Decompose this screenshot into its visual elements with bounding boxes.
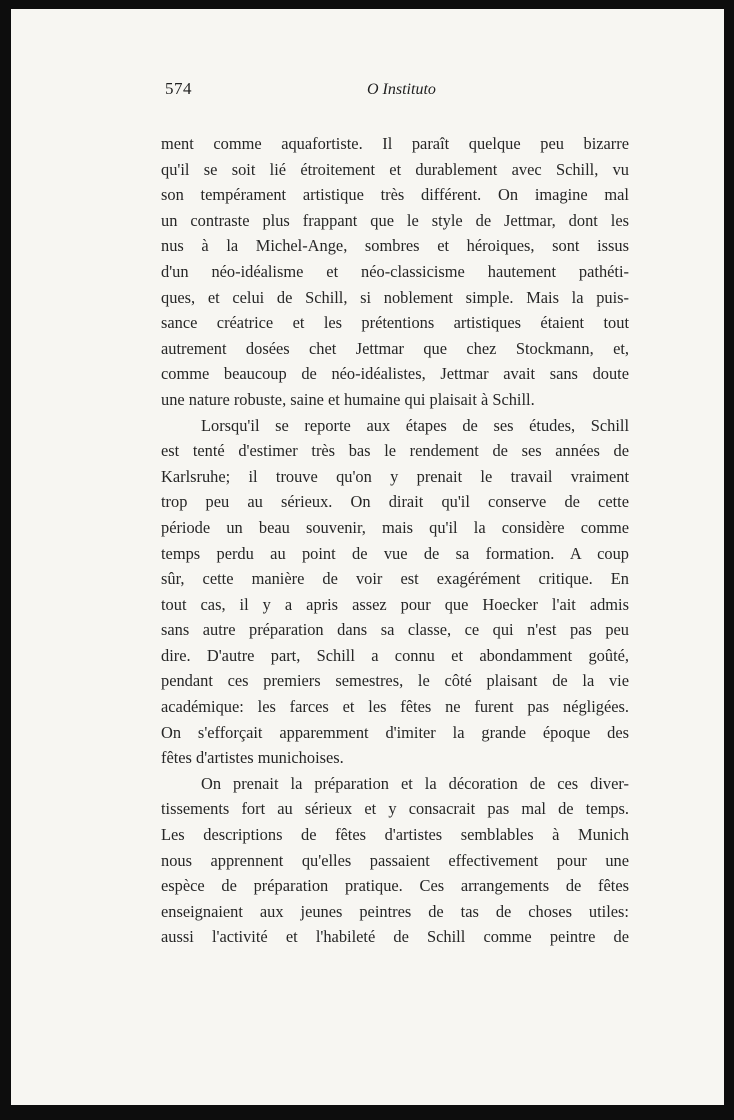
text-line: tissements fort au sérieux et y consacrait pas mal de temps. — [161, 799, 629, 819]
text-line: espèce de préparation pratique. Ces arrangements de fêtes — [161, 876, 629, 896]
text-line: qu'il se soit lié étroitement et durablement avec Schill, vu — [161, 159, 629, 179]
paragraph-1 — [161, 131, 629, 413]
text-line: une nature robuste, saine et humaine qui plaisait à Schill. — [161, 389, 535, 409]
text-line: Lorsqu'il se reporte aux étapes de ses études, Schill — [201, 415, 629, 435]
text-line: Karlsruhe; il trouve qu'on y prenait le travail vraiment — [161, 466, 629, 486]
body-text — [161, 131, 629, 950]
text-line: ques, et celui de Schill, si noblement simple. Mais la puis- — [161, 287, 629, 307]
text-line: nous apprennent qu'elles passaient effectivement pour une — [161, 850, 629, 870]
text-line: comme beaucoup de néo-idéalistes, Jettmar avait sans doute — [161, 364, 629, 384]
text-line: Les descriptions de fêtes d'artistes semblables à Munich — [161, 825, 629, 845]
text-line: On s'efforçait apparemment d'imiter la grande époque des — [161, 722, 629, 742]
text-line: sûr, cette manière de voir est exagérément critique. En — [161, 569, 629, 589]
text-line: tout cas, il y a apris assez pour que Hoecker l'ait admis — [161, 594, 629, 614]
text-line: ment comme aquafortiste. Il paraît quelque peu bizarre — [161, 134, 629, 153]
text-line: On prenait la préparation et la décoration de ces diver- — [201, 773, 629, 793]
text-line: dire. D'autre part, Schill a connu et abondamment goûté, — [161, 645, 629, 665]
text-line: académique: les farces et les fêtes ne furent pas négligées. — [161, 697, 629, 717]
paragraph-3 — [161, 771, 629, 950]
text-line: un contraste plus frappant que le style de Jettmar, dont les — [161, 210, 629, 230]
text-line: fêtes d'artistes munichoises. — [161, 748, 344, 768]
text-line: trop peu au sérieux. On dirait qu'il conserve de cette — [161, 492, 629, 512]
text-line: temps perdu au point de vue de sa formation. A coup — [161, 543, 629, 563]
text-line: d'un néo-idéalisme et néo-classicisme hautement pathéti- — [161, 261, 629, 281]
text-line: période un beau souvenir, mais qu'il la considère comme — [161, 517, 629, 537]
text-line: autrement dosées chet Jettmar que chez Stockmann, et, — [161, 338, 629, 358]
text-line: sance créatrice et les prétentions artistiques étaient tout — [161, 313, 629, 333]
running-title: O Instituto — [367, 81, 436, 98]
text-line: enseignaient aux jeunes peintres de tas de choses utiles: — [161, 901, 629, 921]
text-line: pendant ces premiers semestres, le côté plaisant de la vie — [161, 671, 629, 691]
text-line: nus à la Michel-Ange, sombres et héroiques, sont issus — [161, 236, 629, 256]
text-line: aussi l'activité et l'habileté de Schill comme peintre de — [161, 927, 629, 947]
paragraph-2 — [161, 413, 629, 771]
page-header — [11, 9, 724, 129]
book-page — [11, 9, 724, 1105]
page-number: 574 — [165, 79, 192, 98]
text-line: son tempérament artistique très différent. On imagine mal — [161, 185, 629, 205]
text-line: est tenté d'estimer très bas le rendement de ses années de — [161, 441, 629, 461]
text-line: sans autre préparation dans sa classe, ce qui n'est pas peu — [161, 620, 629, 640]
